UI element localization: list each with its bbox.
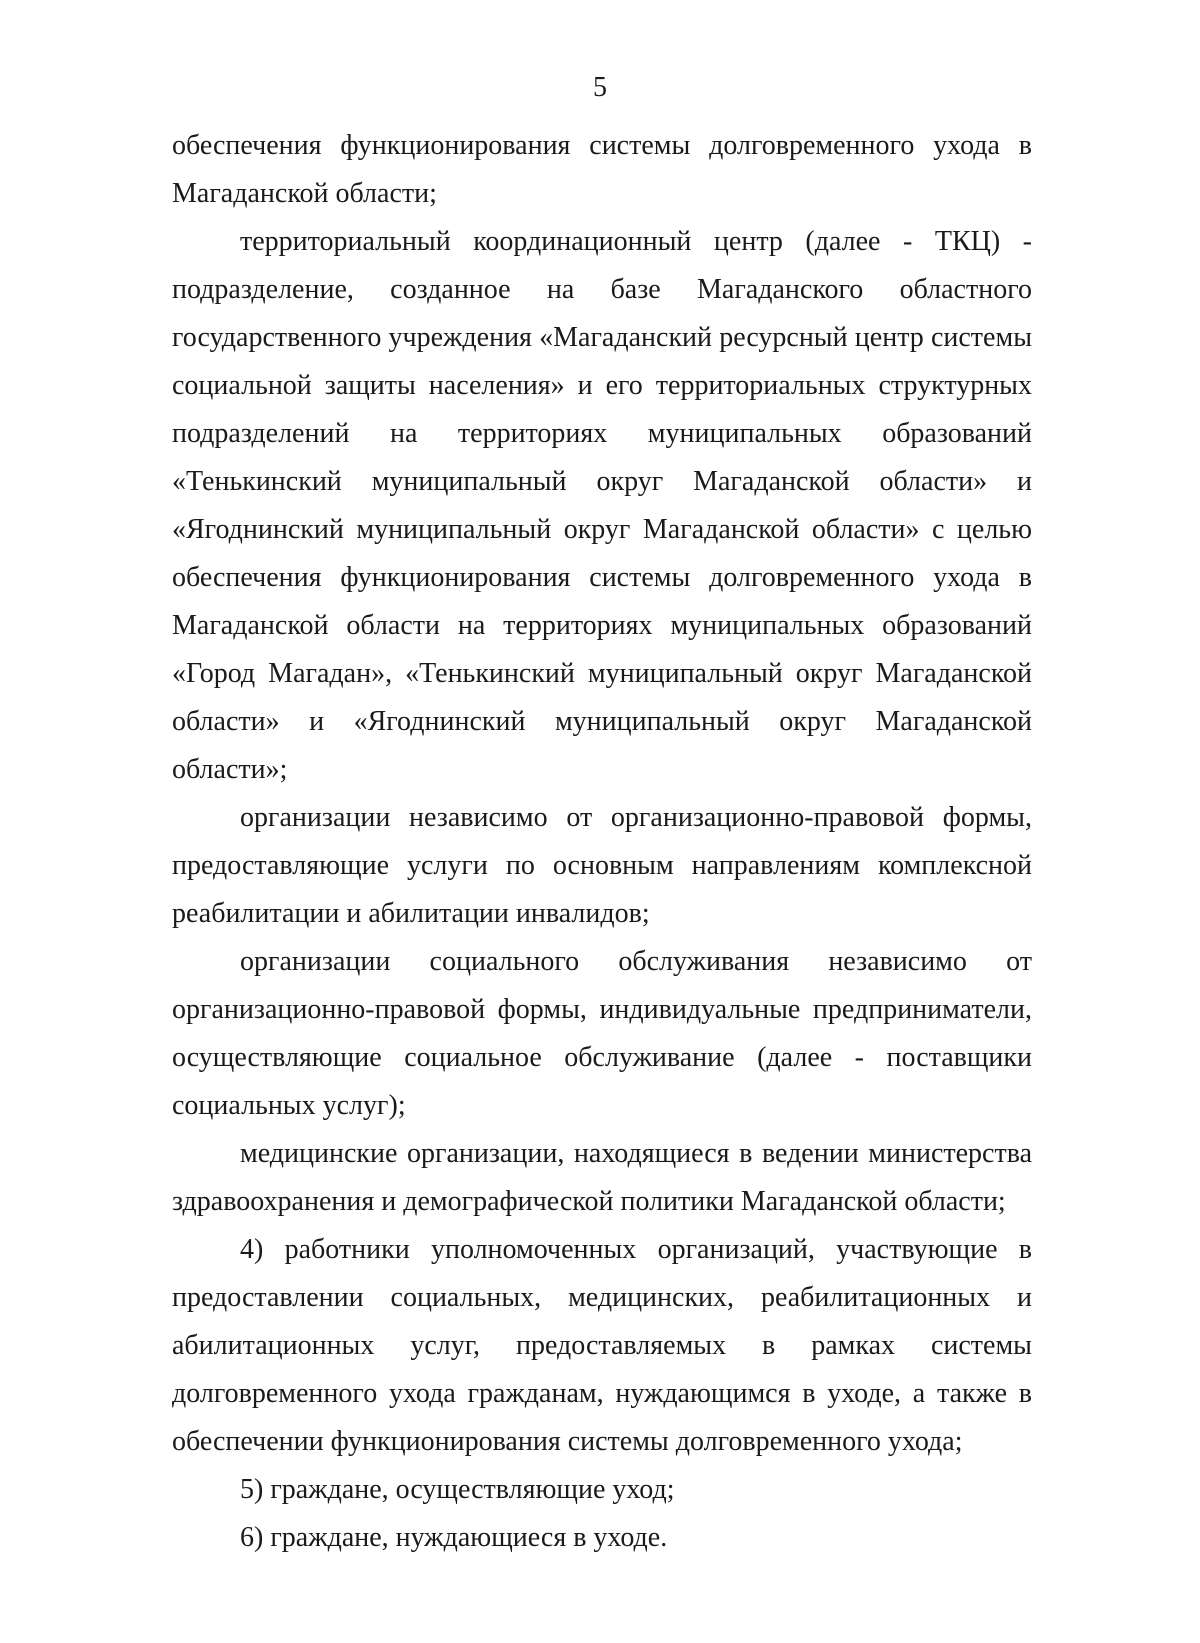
paragraph-item-5: 5) граждане, осуществляющие уход; <box>240 1474 675 1505</box>
paragraph-social-service-providers: организации социального обслуживания независимо от организационно-правовой формы, индивидуальные предприниматели, осуществляющие социальное обслуживание (далее - поставщики социальных услуг); <box>172 946 1032 1121</box>
document-body <box>172 122 1032 1562</box>
paragraph-continuation: обеспечения функционирования системы долговременного ухода в Магаданской области; <box>172 130 1032 209</box>
paragraph-item-6: 6) граждане, нуждающиеся в уходе. <box>240 1522 668 1553</box>
paragraph-medical-organizations: медицинские организации, находящиеся в ведении министерства здравоохранения и демографической политики Магаданской области; <box>172 1138 1032 1217</box>
page-number: 5 <box>593 72 607 103</box>
paragraph-item-4: 4) работники уполномоченных организаций, участвующие в предоставлении социальных, медицинских, реабилитационных и абилитационных услуг, предоставляемых в рамках системы долговременного ухода гражданам, нуждающимся в уходе, а также в обеспечении функционирования системы долговременного ухода; <box>172 1234 1032 1457</box>
paragraph-tkc-definition: территориальный координационный центр (далее - ТКЦ) - подразделение, созданное на базе Магаданского областного государственного учреждения «Магаданский ресурсный центр системы социальной защиты населения» и его территориальных структурных подразделений на территориях муниципальных образований «Тенькинский муниципальный округ Магаданской области» и «Ягоднинский муниципальный округ Магаданской области» с целью обеспечения функционирования системы долговременного ухода в Магаданской области на территориях муниципальных образований «Город Магадан», «Тенькинский муниципальный округ Магаданской области» и «Ягоднинский муниципальный округ Магаданской области»; <box>172 226 1032 785</box>
paragraph-rehabilitation-organizations: организации независимо от организационно-правовой формы, предоставляющие услуги по основным направлениям комплексной реабилитации и абилитации инвалидов; <box>172 802 1032 929</box>
